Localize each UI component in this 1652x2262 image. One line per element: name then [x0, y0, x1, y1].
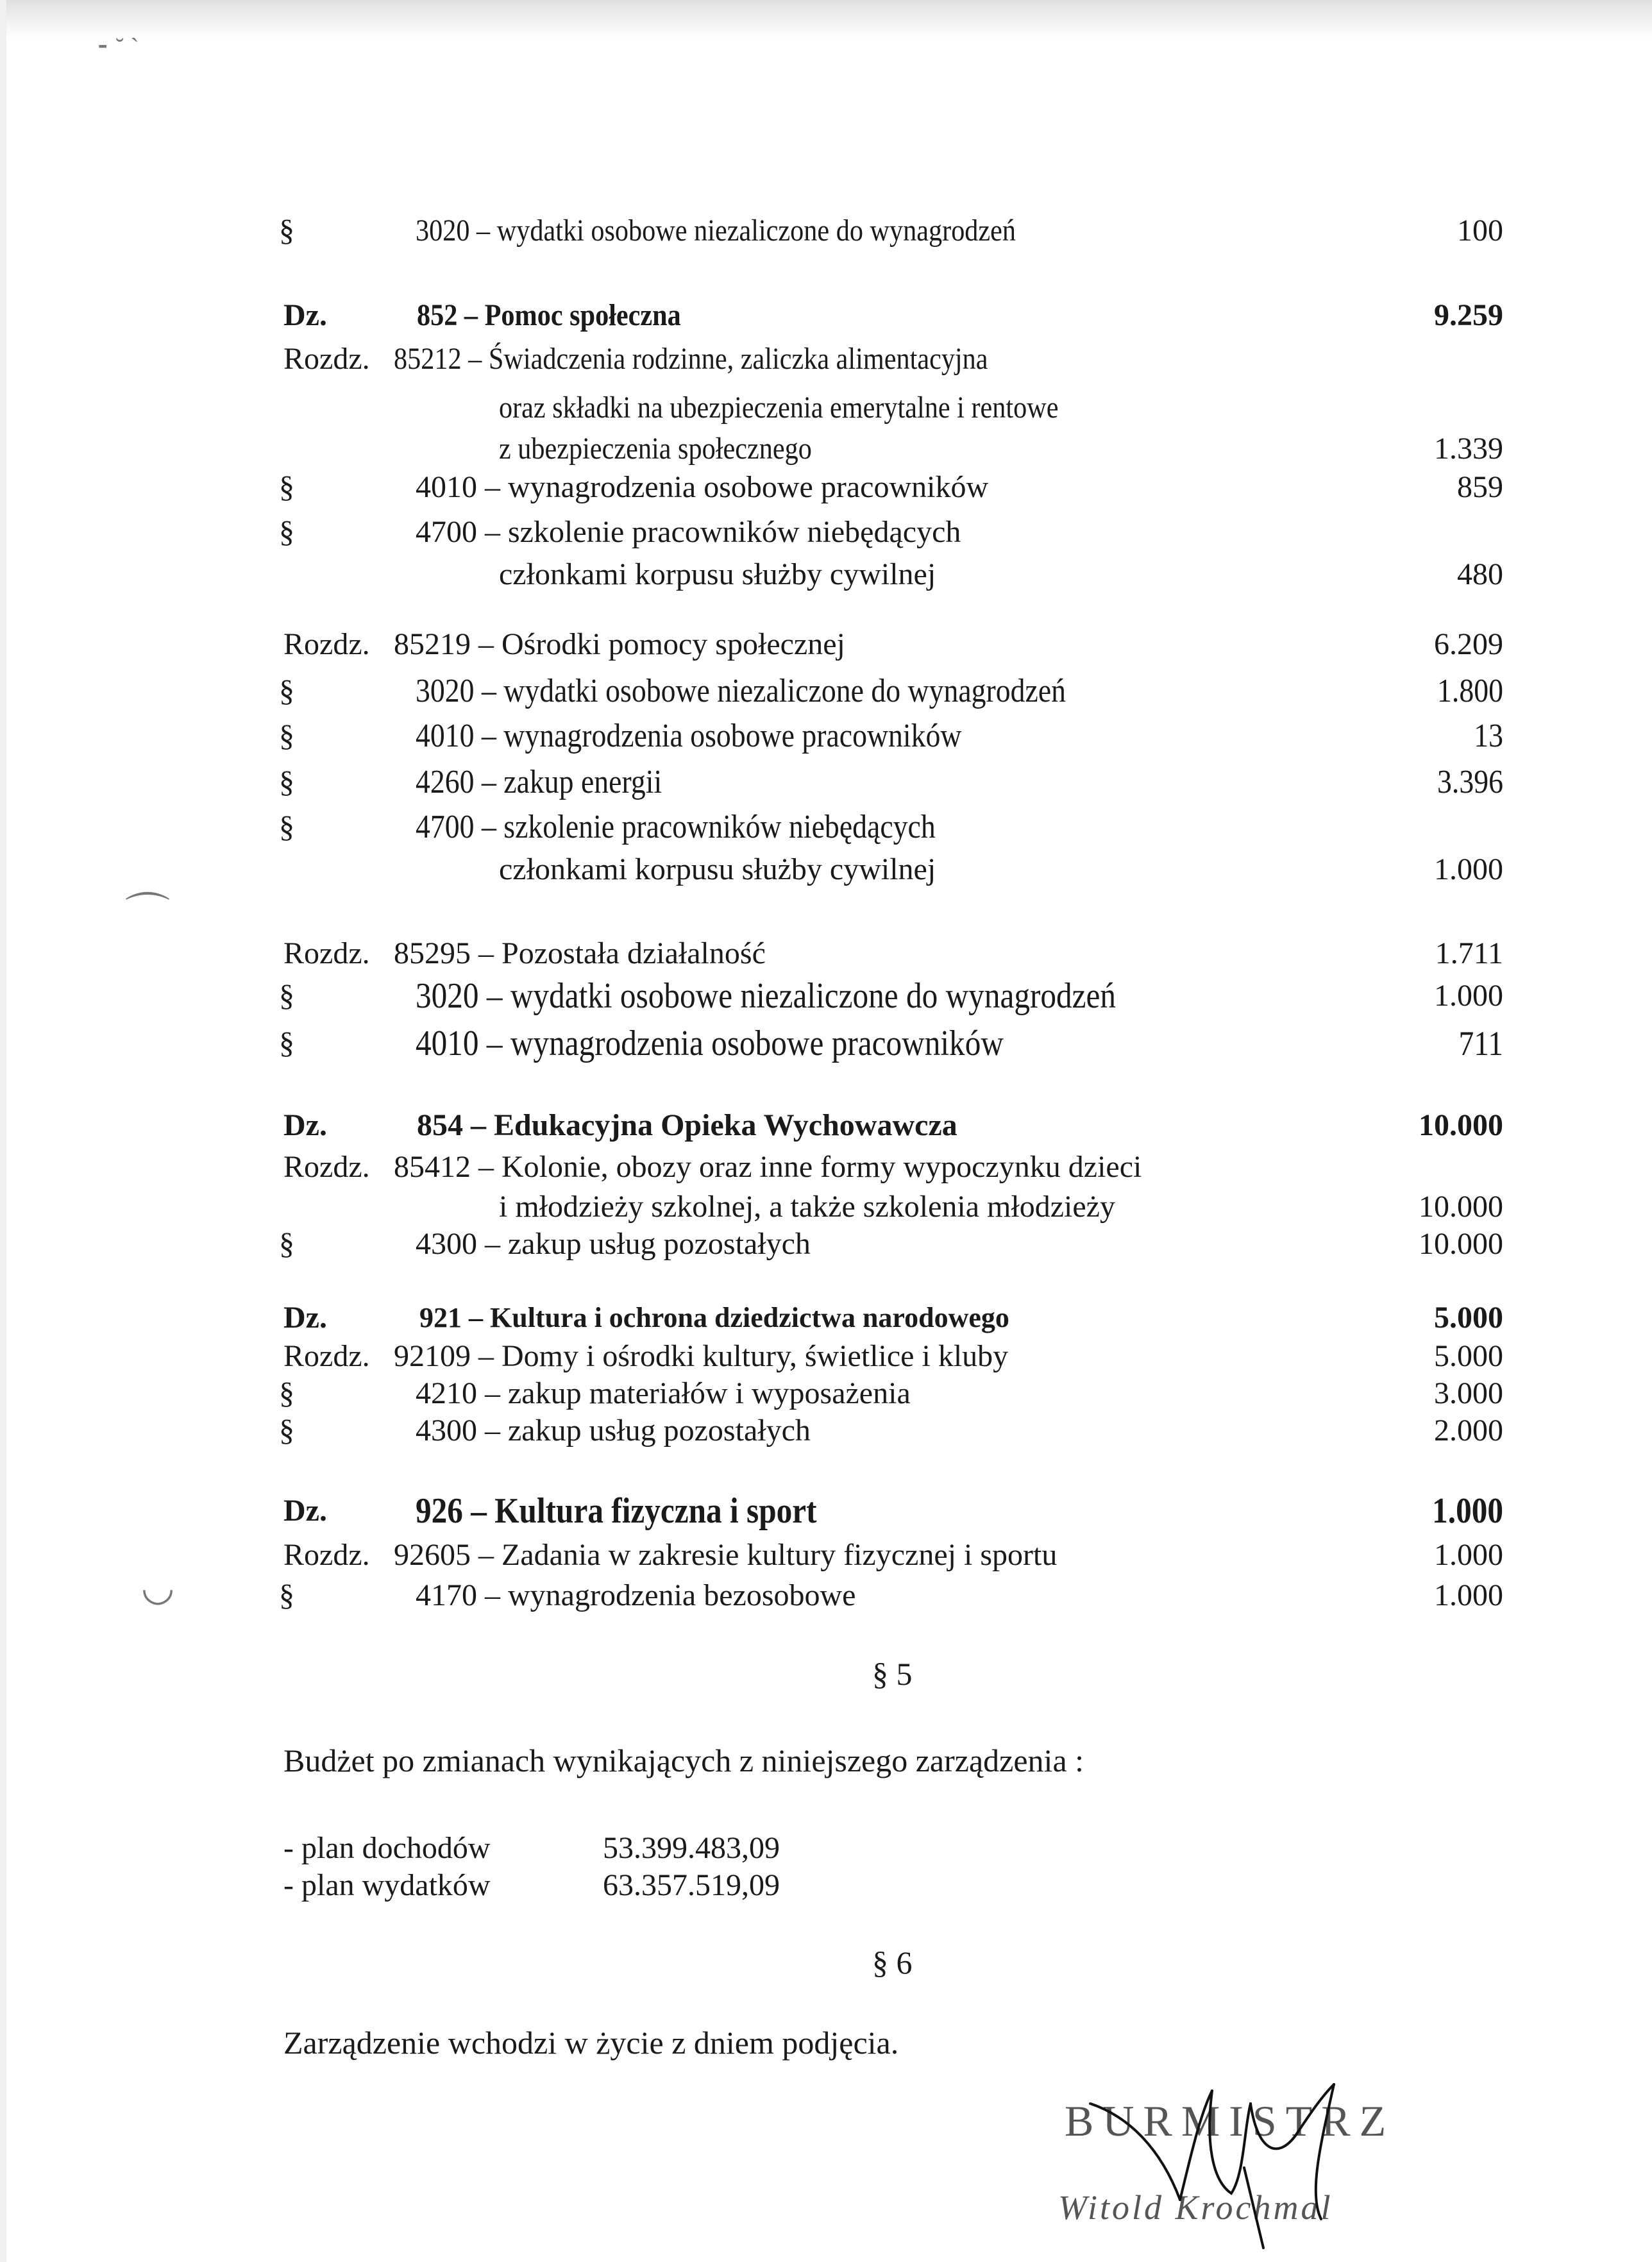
chapter-row [0, 340, 1652, 378]
scan-edge-top [0, 0, 1652, 38]
section-sign: § [279, 810, 294, 844]
chapter-title: 85295 – Pozostała działalność [394, 936, 766, 970]
chapter-label: Rozdz. [283, 1538, 370, 1572]
chapter-label: Rozdz. [283, 627, 370, 661]
paragraph-heading: § 5 [872, 1656, 913, 1692]
budget-item-row [0, 977, 1652, 1015]
division-title: 921 – Kultura i ochrona dziedzictwa narodowego [419, 1302, 1009, 1333]
division-amount: 9.259 [1434, 298, 1503, 332]
budget-item-row [0, 513, 1652, 552]
item-amount: 10.000 [1419, 1227, 1503, 1261]
stamp [1058, 2097, 1395, 2227]
item-amount: 1.000 [1434, 1578, 1503, 1612]
paragraph-text: Budżet po zmianach wynikających z niniejszego zarządzenia : [283, 1743, 1084, 1778]
chapter-label: Rozdz. [283, 1150, 370, 1184]
section-sign: § [279, 470, 294, 504]
item-description: 4010 – wynagrodzenia osobowe pracowników [416, 470, 989, 504]
item-description: 4210 – zakup materiałów i wyposażenia [416, 1376, 911, 1410]
chapter-row [0, 1536, 1652, 1574]
chapter-amount: 6.209 [1434, 627, 1503, 661]
division-header [0, 1492, 1652, 1530]
section-sign: § [279, 979, 294, 1013]
chapter-amount: 10.000 [1419, 1190, 1503, 1224]
budget-item-row [0, 672, 1652, 711]
item-description: 3020 – wydatki osobowe niezaliczone do wynagrodzeń [416, 976, 1117, 1016]
item-description: 4010 – wynagrodzenia osobowe pracowników [416, 718, 962, 754]
budget-item-row-continued [0, 555, 1652, 594]
item-amount: 480 [1457, 557, 1503, 591]
section-sign: § [279, 674, 294, 708]
item-amount: 859 [1457, 470, 1503, 504]
budget-item-row-continued [0, 850, 1652, 889]
division-title: 854 – Edukacyjna Opieka Wychowawcza [417, 1108, 957, 1142]
budget-item-row [0, 717, 1652, 755]
chapter-title: 92605 – Zadania w zakresie kultury fizycznej i sportu [394, 1538, 1058, 1572]
paragraph-text: Zarządzenie wchodzi w życie z dniem podjęcia. [283, 2025, 899, 2061]
item-description: 3020 – wydatki osobowe niezaliczone do wynagrodzeń [416, 673, 1066, 709]
budget-item-row [0, 1225, 1652, 1263]
item-description: 4260 – zakup energii [416, 764, 662, 800]
chapter-label: Rozdz. [283, 342, 370, 376]
svg-text:Witold Krochmal: Witold Krochmal [1058, 2188, 1333, 2227]
chapter-amount: 1.000 [1434, 1538, 1503, 1572]
svg-text:BURMISTRZ: BURMISTRZ [1065, 2097, 1395, 2145]
plan-value: 53.399.483,09 [603, 1831, 780, 1865]
plan-label: - plan dochodów [283, 1831, 491, 1865]
budget-item-row [0, 468, 1652, 507]
division-title: 852 – Pomoc społeczna [417, 298, 681, 332]
section-sign: § [279, 1227, 294, 1261]
section-sign: § [279, 1578, 294, 1612]
item-description: 3020 – wydatki osobowe niezaliczone do wynagrodzeń [416, 214, 1016, 248]
division-amount: 1.000 [1432, 1491, 1503, 1531]
item-description: 4700 – szkolenie pracowników niebędących [416, 809, 936, 845]
item-description-line2: członkami korpusu służby cywilnej [499, 852, 936, 886]
budget-item-row [0, 1576, 1652, 1615]
scan-speck: ⁃ ˘ ˋ [96, 33, 139, 62]
item-amount: 1.000 [1434, 852, 1503, 886]
paragraph-heading: § 6 [872, 1945, 913, 1980]
division-amount: 10.000 [1419, 1108, 1503, 1142]
chapter-row [0, 1337, 1652, 1376]
division-header [0, 1299, 1652, 1337]
item-amount: 13 [1474, 718, 1503, 754]
chapter-title-line2: i młodzieży szkolnej, a także szkolenia młodzieży [499, 1190, 1115, 1224]
plan-value: 63.357.519,09 [603, 1868, 780, 1902]
section-sign: § [279, 719, 294, 753]
chapter-row [0, 934, 1652, 973]
item-amount: 3.396 [1437, 764, 1503, 800]
division-amount: 5.000 [1434, 1301, 1503, 1335]
item-amount: 3.000 [1434, 1376, 1503, 1410]
item-amount: 2.000 [1434, 1414, 1503, 1448]
item-description-line2: członkami korpusu służby cywilnej [499, 557, 936, 591]
budget-item-row [0, 808, 1652, 847]
chapter-title: 85219 – Ośrodki pomocy społecznej [394, 627, 845, 661]
division-title: 926 – Kultura fizyczna i sport [416, 1491, 817, 1531]
chapter-amount: 1.339 [1434, 432, 1503, 466]
chapter-title-line2: oraz składki na ubezpieczenia emerytalne i rentowe [499, 391, 1059, 425]
plan-label: - plan wydatków [283, 1868, 491, 1902]
chapter-title: 85412 – Kolonie, obozy oraz inne formy wypoczynku dzieci [394, 1150, 1142, 1184]
budget-item-row [0, 1374, 1652, 1413]
punch-hole-mark: ⌒ [125, 891, 170, 940]
chapter-title-continued [0, 389, 1652, 427]
chapter-label: Rozdz. [283, 936, 370, 970]
chapter-title-continued [0, 430, 1652, 468]
section-sign: § [279, 1414, 294, 1448]
punch-hole-mark: ◡ [141, 1566, 175, 1608]
chapter-title: 85212 – Świadczenia rodzinne, zaliczka alimentacyjna [394, 342, 988, 376]
section-sign: § [279, 1376, 294, 1410]
section-sign: § [279, 765, 294, 799]
item-description: 4300 – zakup usług pozostałych [416, 1227, 811, 1261]
budget-item-row [0, 1024, 1652, 1063]
chapter-title-line3: z ubezpieczenia społecznego [499, 432, 812, 466]
item-amount: 1.800 [1437, 673, 1503, 709]
division-label: Dz. [283, 1494, 327, 1528]
item-amount: 1.000 [1434, 979, 1503, 1013]
item-amount: 100 [1457, 214, 1503, 248]
chapter-row [0, 1148, 1652, 1186]
chapter-amount: 1.711 [1435, 936, 1503, 970]
item-amount: 711 [1458, 1024, 1503, 1063]
division-header [0, 296, 1652, 335]
chapter-title: 92109 – Domy i ośrodki kultury, świetlice i kluby [394, 1339, 1009, 1373]
item-description: 4170 – wynagrodzenia bezosobowe [416, 1578, 856, 1612]
budget-item-row [0, 763, 1652, 802]
item-description: 4300 – zakup usług pozostałych [416, 1414, 811, 1448]
chapter-row [0, 625, 1652, 664]
budget-item-row [0, 212, 1652, 250]
section-sign: § [279, 1026, 294, 1060]
chapter-amount: 5.000 [1434, 1339, 1503, 1373]
chapter-label: Rozdz. [283, 1339, 370, 1373]
division-label: Dz. [283, 1301, 327, 1335]
chapter-title-continued [0, 1188, 1652, 1226]
division-label: Dz. [283, 298, 327, 332]
mayor-stamp-signature [1052, 2065, 1411, 2251]
item-description: 4700 – szkolenie pracowników niebędących [416, 515, 961, 549]
item-description: 4010 – wynagrodzenia osobowe pracowników [416, 1024, 1004, 1063]
division-header [0, 1106, 1652, 1145]
division-label: Dz. [283, 1108, 327, 1142]
section-sign: § [279, 515, 294, 549]
section-sign: § [279, 214, 294, 248]
budget-item-row [0, 1412, 1652, 1450]
